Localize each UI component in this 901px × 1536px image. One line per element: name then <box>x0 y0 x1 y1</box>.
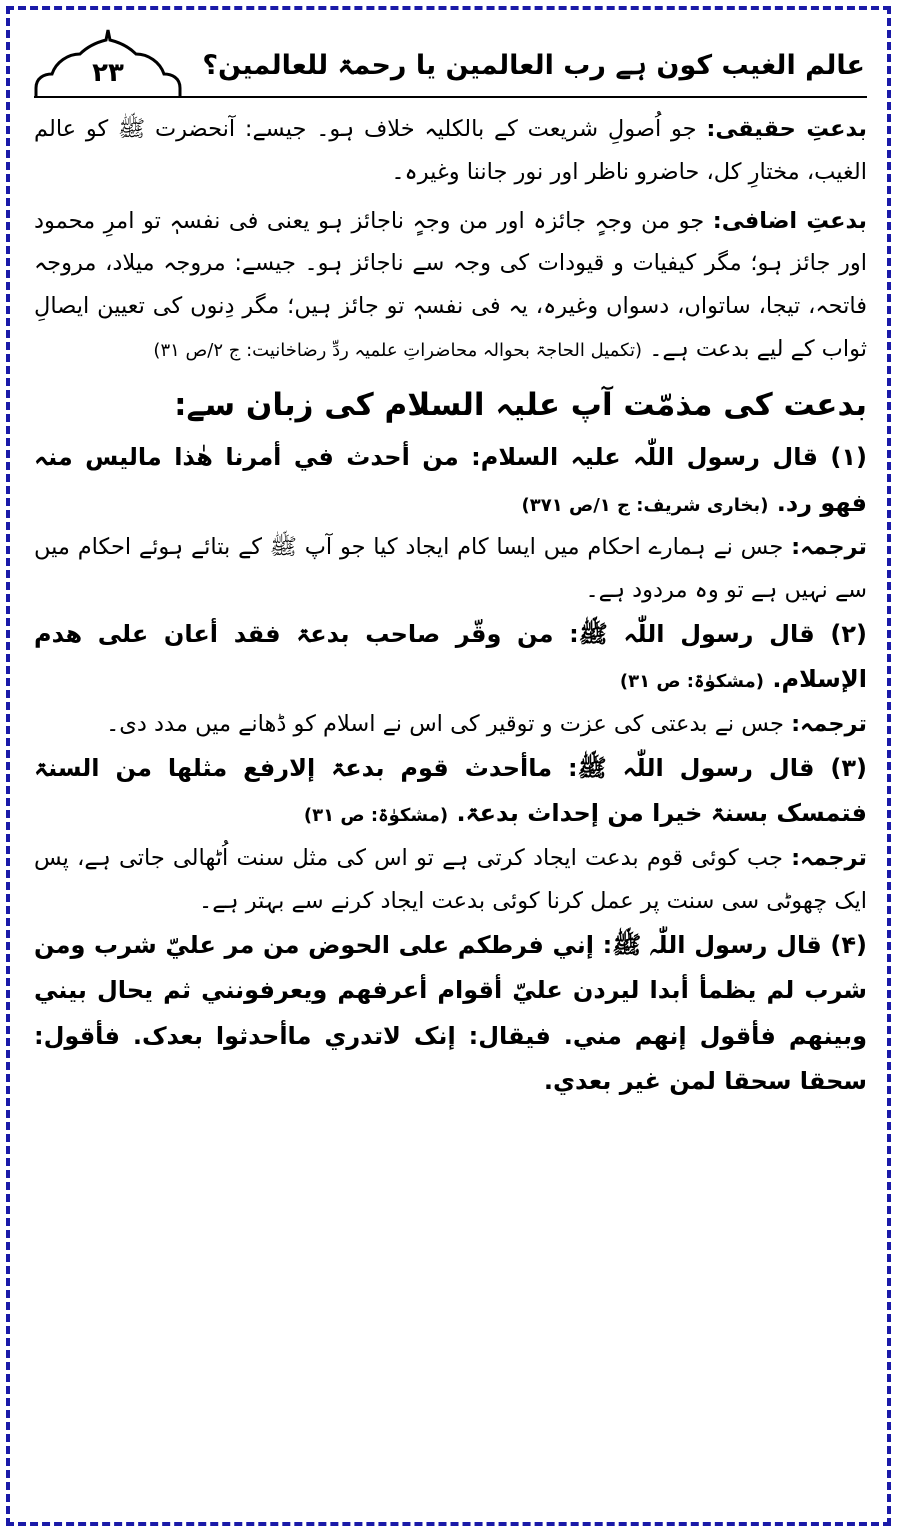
definition-haqiqi <box>34 108 867 194</box>
translation-label: ترجمہ: <box>791 845 867 871</box>
hadith-number: (۴) <box>830 930 868 959</box>
definition-label: بدعتِ حقیقی: <box>706 116 867 142</box>
translation-text: جس نے بدعتی کی عزت و توقیر کی اس نے اسلام کو ڈھانے میں مدد دی۔ <box>106 711 784 738</box>
hadith-text: قال رسول اللّٰہ علیہ السلام: من أحدث في أمرنا ھٰذا مالیس منہ فھو رد. <box>34 443 867 517</box>
translation-text: جس نے ہمارے احکام میں ایسا کام ایجاد کیا جو آپ ﷺ کے بتائے ہوئے احکام میں سے نہیں ہے تو وہ مردود ہے۔ <box>34 534 867 604</box>
hadith-block-4 <box>34 923 867 1105</box>
citation: (تکمیل الحاجۃ بحوالہ محاضراتِ علمیہ ردِّ رضاخانیت: ج ۲/ص ۳۱) <box>153 339 643 361</box>
hadith-number: (۲) <box>830 619 868 648</box>
definition-text: جو اُصولِ شریعت کے بالکلیہ خلاف ہو۔ جیسے: آنحضرت ﷺ کو عالم الغیب، مختارِ کل، حاضرو ناظر اور نور جاننا وغیرہ۔ <box>34 116 867 185</box>
hadith-arabic <box>34 923 867 1105</box>
hadith-arabic <box>34 435 867 526</box>
hadith-text: قال رسول اللّٰہ ﷺ: من وقّر صاحب بدعۃ فقد أعان علی ھدم الإسلام. <box>34 619 867 694</box>
page-number: ۲۳ <box>92 58 124 88</box>
hadith-arabic <box>34 746 867 837</box>
definition-label: بدعتِ اضافی: <box>712 207 867 234</box>
definition-izafi <box>34 200 867 371</box>
hadith-number: (۳) <box>830 753 868 782</box>
citation: (مشکوٰۃ: ص ۳۱) <box>619 671 764 693</box>
translation-label: ترجمہ: <box>791 711 867 738</box>
translation-text: جب کوئی قوم بدعت ایجاد کرتی ہے تو اس کی مثل سنت اُٹھالی جاتی ہے، پس ایک چھوٹی سی سنت پر عمل کرنا کوئی بدعت ایجاد کرنے سے بہتر ہے۔ <box>34 845 867 914</box>
hadith-text: قال رسول اللّٰہ ﷺ: إني فرطکم علی الحوض من مر عليّ شرب ومن شرب لم یظمأ أبدا لیردن عليّ أقوام أعرفھم ویعرفونني ثم یحال بیني وبینھم فأقول إنھم مني. فیقال: إنک لاتدري ماأحدثوا بعدک. فأقول: سحقا سحقا لمن غیر بعدي. <box>34 930 867 1096</box>
hadith-number: (۱) <box>830 443 867 472</box>
hadith-block-2 <box>34 612 867 746</box>
hadith-block-1 <box>34 435 867 612</box>
page-title: عالم الغیب کون ہے رب العالمین یا رحمۃ للعالمین؟ <box>202 50 865 81</box>
translation-label: ترجمہ: <box>791 534 868 561</box>
page-content <box>34 28 867 1518</box>
citation: (مشکوٰۃ: ص ۳۱) <box>303 805 449 827</box>
page-header <box>34 28 867 108</box>
hadith-block-3 <box>34 746 867 923</box>
hadith-translation <box>34 526 867 612</box>
hadith-translation <box>34 837 867 923</box>
citation: (بخاری شریف: ج ۱/ص ۳۷۱) <box>521 494 769 516</box>
hadith-arabic <box>34 612 867 703</box>
section-heading: بدعت کی مذمّت آپ علیہ السلام کی زبان سے: <box>174 386 867 423</box>
hadith-text: قال رسول اللّٰہ ﷺ: ماأحدث قوم بدعۃ إلارفع مثلھا من السنۃ فتمسک بسنۃ خیرا من إحداث بدعۃ. <box>34 753 867 828</box>
definition-text: جو من وجہٍ جائزہ اور من وجہٍ ناجائز ہو یعنی فی نفسہٖ تو امرِ محمود اور جائز ہو؛ مگر کیفیات و قیودات کی وجہ سے ناجائز ہو۔ جیسے: مروجہ میلاد، مروجہ فاتحہ، تیجا، ساتواں، دسواں وغیرہ، یہ فی نفسہٖ تو جائز ہیں؛ مگر دِنوں کی تعیین ایصالِ ثواب کے لیے بدعت ہے۔ <box>34 207 867 362</box>
hadith-translation <box>34 703 867 746</box>
